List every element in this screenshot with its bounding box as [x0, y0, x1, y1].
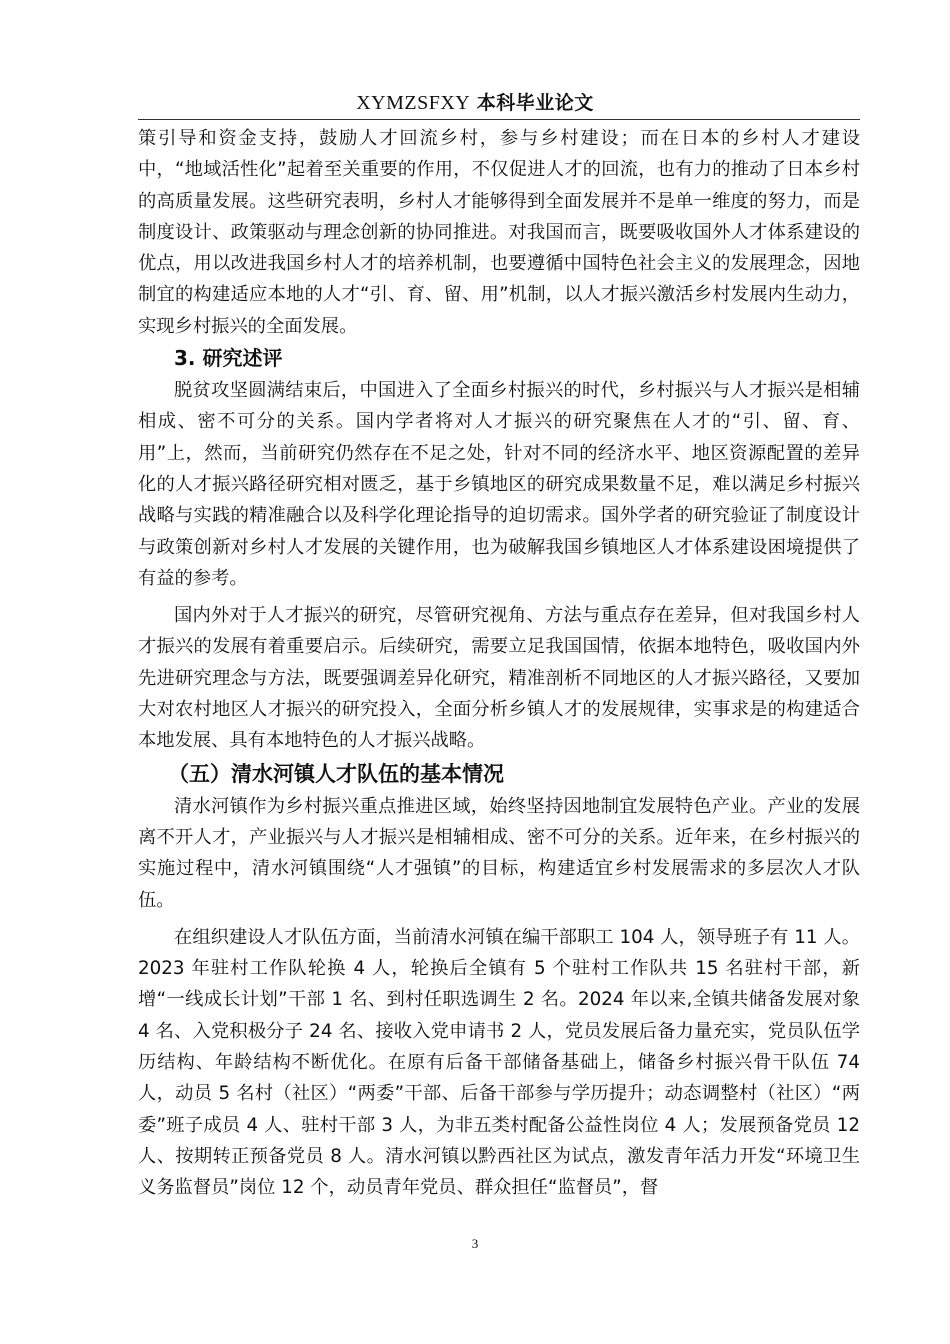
body-text — [138, 123, 860, 1204]
page-number: 3 — [471, 1236, 479, 1251]
paragraph-review-2: 国内外对于人才振兴的研究，尽管研究视角、方法与重点存在差异，但对我国乡村人才振兴的发展有着重要启示。后续研究，需要立足我国国情，依据本地特色，吸收国内外先进研究理念与方法，既要强调差异化研究，精准剖析不同地区的人才振兴路径，又要加大对农村地区人才振兴的研究投入，全面分析乡镇人才的发展规律，实事求是的构建适合本地发展、具有本地特色的人才振兴战略。 — [138, 605, 860, 752]
header-title: 本科毕业论文 — [476, 92, 594, 114]
paragraph-section5-org: 在组织建设人才队伍方面，当前清水河镇在编干部职工 104 人，领导班子有 11 人。2023 年驻村工作队轮换 4 人，轮换后全镇有 5 个驻村工作队共 15 名驻村干部，新增“一线成长计划”干部 1 名、到村任职选调生 2 名。2024 年以来,全镇共储备发展对象 4 名、入党积极分子 24 名、接收入党申请书 2 人，党员发展后备力量充实，党员队伍学历结构、年龄结构不断优化。在原有后备干部储备基础上，储备乡村振兴骨干队伍 74 人，动员 5 名村（社区）“两委”干部、后备干部参与学历提升；动态调整村（社区）“两委”班子成员 4 人、驻村干部 3 人，为非五类村配备公益性岗位 4 人；发展预备党员 12 人、按期转正预备党员 8 人。清水河镇以黔西社区为试点，激发青年活力开发“环境卫生义务监督员”岗位 12 个，动员青年党员、群众担任“监督员”，督 — [138, 926, 860, 1199]
header-rule — [138, 119, 860, 120]
paragraph-section5-intro: 清水河镇作为乡村振兴重点推进区域，始终坚持因地制宜发展特色产业。产业的发展离不开人才，产业振兴与人才振兴是相辅相成、密不可分的关系。近年来，在乡村振兴的实施过程中，清水河镇围绕“人才强镇”的目标，构建适宜乡村发展需求的多层次人才队伍。 — [138, 795, 860, 911]
heading-section-5: （五）清水河镇人才队伍的基本情况 — [168, 761, 504, 786]
paragraph-review-1: 脱贫攻坚圆满结束后，中国进入了全面乡村振兴的时代，乡村振兴与人才振兴是相辅相成、密不可分的关系。国内学者将对人才振兴的研究聚焦在人才的“引、留、育、用”上，然而，当前研究仍然存在不足之处，针对不同的经济水平、地区资源配置的差异化的人才振兴路径研究相对匮乏，基于乡镇地区的研究成果数量不足，难以满足乡村振兴战略与实践的精准融合以及科学化理论指导的迫切需求。国外学者的研究验证了制度设计与政策创新对乡村人才发展的关键作用，也为破解我国乡镇地区人才体系建设困境提供了有益的参考。 — [138, 380, 860, 589]
paragraph-continued: 策引导和资金支持，鼓励人才回流乡村，参与乡村建设；而在日本的乡村人才建设中，“地域活性化”起着至关重要的作用，不仅促进人才的回流，也有力的推动了日本乡村的高质量发展。这些研究表明，乡村人才能够得到全面发展并不是单一维度的努力，而是制度设计、政策驱动与理念创新的协同推进。对我国而言，既要吸收国外人才体系建设的优点，用以改进我国乡村人才的培养机制，也要遵循中国特色社会主义的发展理念，因地制宜的构建适应本地的人才“引、育、留、用”机制，以人才振兴激活乡村发展内生动力，实现乡村振兴的全面发展。 — [138, 128, 860, 337]
heading-research-review: 3. 研究述评 — [174, 346, 283, 371]
page-header — [0, 88, 950, 115]
header-code: XYMZSFXY — [356, 92, 471, 114]
